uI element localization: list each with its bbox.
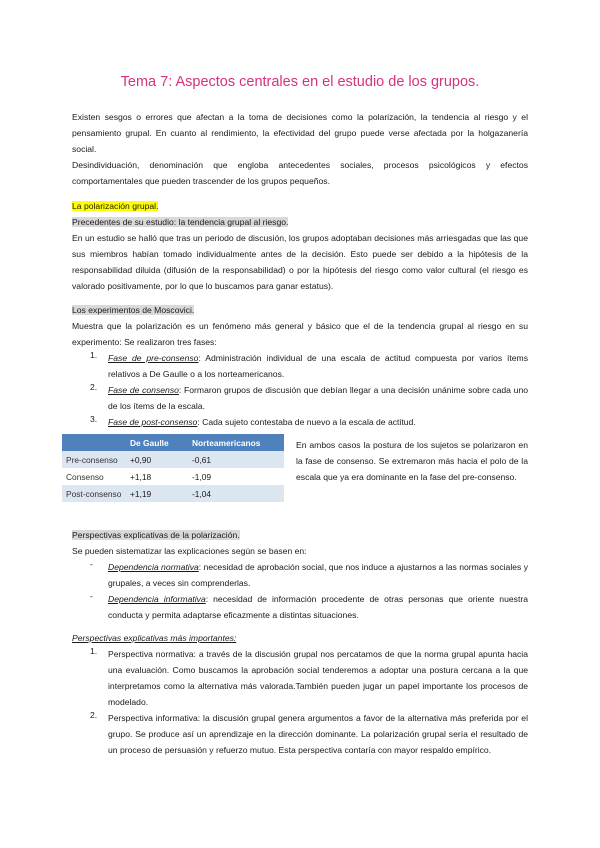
list-number: 2. bbox=[90, 710, 98, 720]
intro-paragraph-2: Desindividuación, denominación que engloba antecedentes sociales, procesos psicológicos y efectos comportamentales que pueden trascender de los grupos pequeños. bbox=[72, 160, 528, 186]
table-header-cell: Norteamericanos bbox=[188, 434, 284, 451]
page-title: Tema 7: Aspectos centrales en el estudio de los grupos. bbox=[120, 74, 480, 90]
table-cell: -1,04 bbox=[188, 485, 284, 502]
list-item bbox=[72, 414, 528, 430]
dash-bullet: - bbox=[90, 591, 93, 601]
moscovici-paragraph: Muestra que la polarización es un fenómeno más general y básico que el de la tendencia grupal al riesgo en su experimento: Se realizaron tres fases: bbox=[72, 321, 528, 347]
phase-text: : Administración individual de una escala de actitud compuesta por varios ítems relativos a De Gaulle o a los norteamericanos. bbox=[108, 353, 528, 379]
section-perspectivas-importantes bbox=[72, 630, 528, 758]
list-item bbox=[72, 382, 528, 414]
dependency-text: : necesidad de aprobación social, que nos induce a ajustarnos a las normas sociales y grupales, a veces sin comprenderlas. bbox=[108, 562, 528, 588]
table-cell: Consenso bbox=[66, 471, 104, 482]
list-number: 1. bbox=[90, 646, 98, 656]
dash-bullet: - bbox=[90, 559, 93, 569]
table-cell: Post-consenso bbox=[62, 485, 126, 502]
section-heading-importantes: Perspectivas explicativas más importantes: bbox=[72, 633, 237, 643]
table-side-paragraph: En ambos casos la postura de los sujetos se polarizaron en la fase de consenso. Se extremaron más hacia el polo de la escala que ya era dominante en la fase del pre-consenso. bbox=[296, 440, 528, 482]
section-perspectivas bbox=[72, 527, 528, 623]
intro-paragraph-1: Existen sesgos o errores que afectan a la toma de decisiones como la polarización, la tendencia al riesgo y el pensamiento grupal. En cuanto al rendimiento, la efectividad del grupo puede verse afectada por la holgazanería social. bbox=[72, 112, 528, 154]
perspective-text: Perspectiva informativa: la discusión grupal genera argumentos a favor de la alternativa más preferida por el grupo. Se produce así un aprendizaje en la dirección dominante. La polarización grupal sería el resultado de un proceso de persuasión y refuerzo mutuo. Esta perspectiva contaría con mayor respaldo empírico. bbox=[108, 713, 528, 755]
phase-text: : Cada sujeto contestaba de nuevo a la escala de actitud. bbox=[197, 417, 416, 427]
dependency-text: : necesidad de información procedente de otras personas que oriente nuestra conducta y permita adaptarse eficazmente a distintas situaciones. bbox=[108, 594, 528, 620]
table-header-cell bbox=[62, 434, 126, 451]
subheading-precedentes: Precedentes de su estudio: la tendencia grupal al riesgo. bbox=[72, 217, 289, 227]
list-number: 3. bbox=[90, 414, 98, 424]
phase-label: Fase de pre-consenso bbox=[108, 353, 199, 363]
perspectivas-paragraph: Se pueden sistematizar las explicaciones según se basen en: bbox=[72, 546, 307, 556]
table-header-cell: De Gaulle bbox=[126, 434, 188, 451]
results-table-wrap bbox=[62, 434, 286, 502]
list-number: 1. bbox=[90, 350, 98, 360]
table-side-text bbox=[296, 437, 528, 485]
phase-label: Fase de consenso bbox=[108, 385, 179, 395]
intro-block bbox=[72, 109, 528, 189]
results-table bbox=[62, 434, 284, 502]
table-header-row bbox=[62, 434, 284, 451]
precedentes-paragraph: En un estudio se halló que tras un periodo de discusión, los grupos adoptaban decisiones más arriesgadas que las que sus miembros habían tomado individualmente antes de la decisión. Esto puede ser debido a la hipótesis de la responsabilidad diluida (difusión de la responsabilidad) o por la hipótesis del riesgo como valor cultural (el riesgo es valorado positivamente, por lo que lo buscamos para ganar estatus). bbox=[72, 233, 528, 291]
table-cell: +1,19 bbox=[126, 485, 188, 502]
table-cell: -0,61 bbox=[188, 451, 284, 468]
section-heading-perspectivas: Perspectivas explicativas de la polarización. bbox=[72, 530, 240, 540]
list-item bbox=[72, 646, 528, 710]
section-heading-moscovici: Los experimentos de Moscovici. bbox=[72, 305, 195, 315]
list-item bbox=[72, 710, 528, 758]
table-cell: +1,18 bbox=[130, 471, 152, 482]
list-item bbox=[72, 591, 528, 623]
table-row bbox=[62, 451, 284, 468]
section-polarizacion bbox=[72, 198, 528, 294]
table-cell: Pre-consenso bbox=[62, 451, 126, 468]
dependency-label: Dependencia normativa bbox=[108, 562, 199, 572]
table-row bbox=[62, 468, 284, 485]
table-cell: +0,90 bbox=[126, 451, 188, 468]
dependency-label: Dependencia informativa bbox=[108, 594, 206, 604]
phase-label: Fase de post-consenso bbox=[108, 417, 198, 427]
perspective-text: Perspectiva normativa: a través de la discusión grupal nos percatamos de que la norma grupal apunta hacia una evaluación. Como buscamos la aprobación social tenderemos a adoptar una postura cercana a la que interpretamos como la alternativa más valorada.También pueden jugar un papel importante los procesos de modelado. bbox=[108, 649, 528, 707]
section-heading-polarizacion: La polarización grupal. bbox=[72, 201, 159, 211]
list-item bbox=[72, 350, 528, 382]
phase-text: : Formaron grupos de discusión que debían llegar a una decisión unánime sobre cada uno de los ítems de la escala. bbox=[108, 385, 529, 411]
table-cell: -1,09 bbox=[192, 471, 212, 482]
table-row bbox=[62, 485, 284, 502]
section-moscovici bbox=[72, 302, 528, 430]
list-number: 2. bbox=[90, 382, 98, 392]
list-item bbox=[72, 559, 528, 591]
